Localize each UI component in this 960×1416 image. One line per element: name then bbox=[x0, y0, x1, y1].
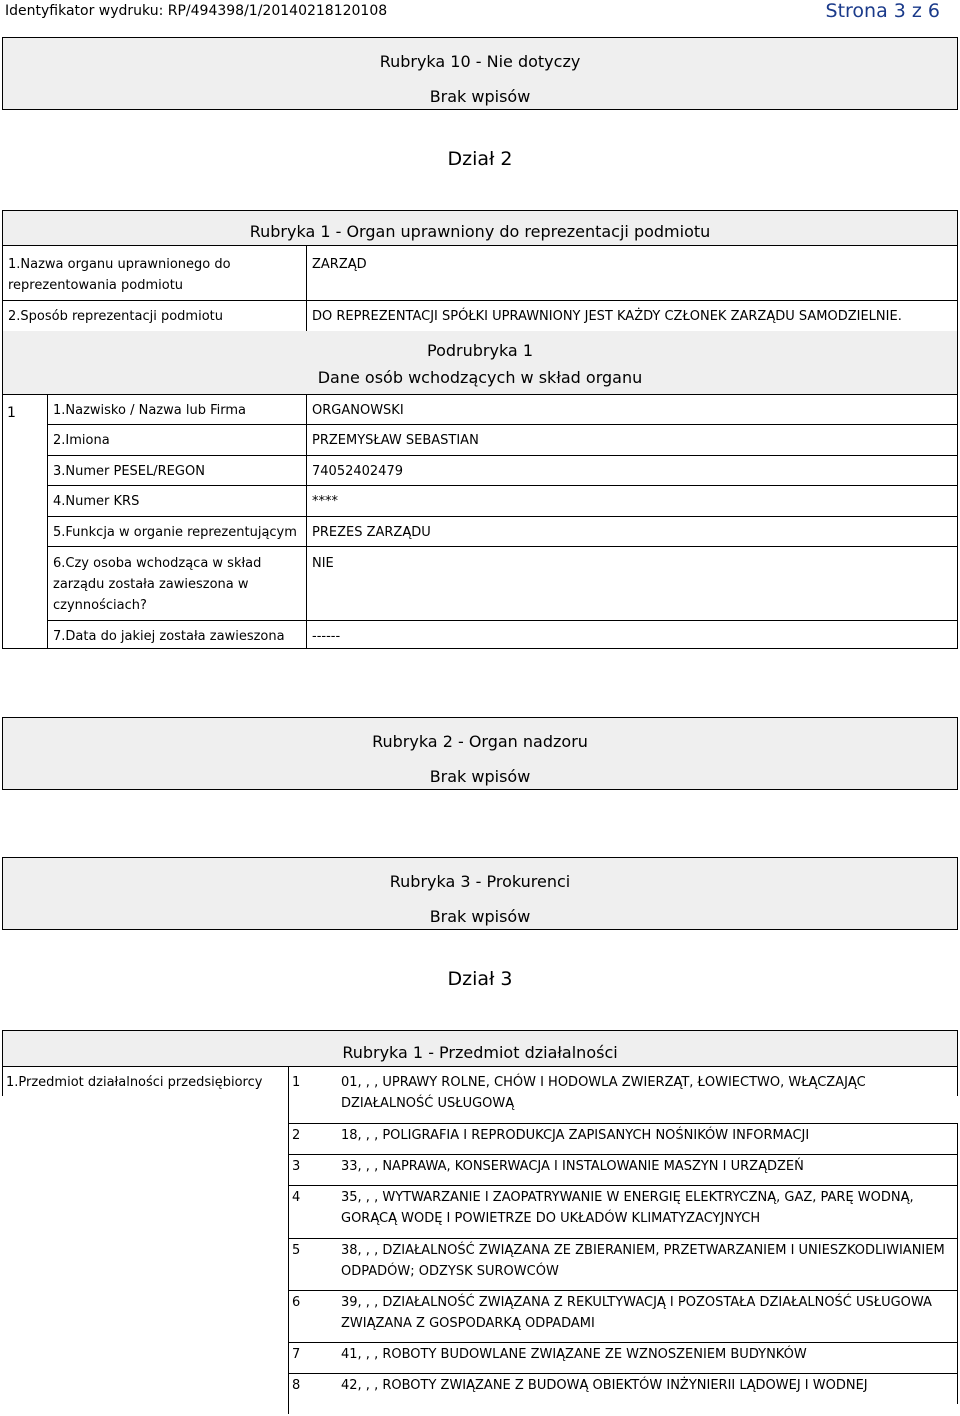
representation-label: 2.Sposób reprezentacji podmiotu bbox=[8, 309, 223, 324]
firstnames-label: 2.Imiona bbox=[53, 433, 110, 448]
rubryka3-entry: Brak wpisów bbox=[429, 907, 531, 926]
activity-no: 5 bbox=[292, 1243, 301, 1258]
przedmiot-title: Rubryka 1 - Przedmiot działalności bbox=[342, 1043, 618, 1062]
organ-name-label: 1.Nazwa organu uprawnionego do reprezentowania podmiotu bbox=[8, 257, 231, 293]
pesel-label: 3.Numer PESEL/REGON bbox=[53, 464, 205, 479]
dzial2-title: Dział 2 bbox=[447, 148, 513, 170]
activity-no: 7 bbox=[292, 1347, 301, 1362]
page-number: Strona 3 z 6 bbox=[825, 0, 940, 22]
organ-name-value: ZARZĄD bbox=[312, 257, 367, 272]
podrubryka-title: Podrubryka 1 bbox=[427, 341, 533, 360]
print-identifier: Identyfikator wydruku: RP/494398/1/20140218120108 bbox=[5, 3, 388, 19]
activity-text: 01, , , UPRAWY ROLNE, CHÓW I HODOWLA ZWIERZĄT, ŁOWIECTWO, WŁĄCZAJĄC DZIAŁALNOŚĆ USŁUGOWĄ bbox=[341, 1075, 866, 1111]
firstnames-value: PRZEMYSŁAW SEBASTIAN bbox=[312, 433, 479, 448]
pesel-value: 74052402479 bbox=[312, 464, 403, 479]
activity-text: 42, , , ROBOTY ZWIĄZANE Z BUDOWĄ OBIEKTÓW INŻYNIERII LĄDOWEJ I WODNEJ bbox=[341, 1378, 868, 1393]
rubryka10-title: Rubryka 10 - Nie dotyczy bbox=[379, 52, 581, 71]
krs-label: 4.Numer KRS bbox=[53, 494, 140, 509]
activity-text: 38, , , DZIAŁALNOŚĆ ZWIĄZANA ZE ZBIERANIEM, PRZETWARZANIEM I UNIESZKODLIWIANIEM ODPADÓW; ODZYSK SUROWCÓW bbox=[341, 1243, 945, 1279]
activity-no: 3 bbox=[292, 1159, 301, 1174]
suspended-value: NIE bbox=[312, 556, 334, 571]
suspended-label: 6.Czy osoba wchodząca w skład zarządu została zawieszona w czynnościach? bbox=[53, 556, 262, 613]
rubryka2-entry: Brak wpisów bbox=[429, 767, 531, 786]
activity-text: 41, , , ROBOTY BUDOWLANE ZWIĄZANE ZE WZNOSZENIEM BUDYNKÓW bbox=[341, 1347, 807, 1362]
suspended-date-value: ------ bbox=[312, 629, 341, 644]
podrubryka-subtitle: Dane osób wchodzących w skład organu bbox=[317, 368, 643, 387]
rubryka10-box bbox=[2, 37, 958, 110]
rubryka2-title: Rubryka 2 - Organ nadzoru bbox=[372, 732, 588, 751]
activity-text: 39, , , DZIAŁALNOŚĆ ZWIĄZANA Z REKULTYWACJĄ I POZOSTAŁA DZIAŁALNOŚĆ USŁUGOWA ZWIĄZANA Z GOSPODARKĄ ODPADAMI bbox=[341, 1295, 932, 1331]
surname-value: ORGANOWSKI bbox=[312, 403, 404, 418]
przedmiot-label: 1.Przedmiot działalności przedsiębiorcy bbox=[6, 1075, 263, 1090]
surname-label: 1.Nazwisko / Nazwa lub Firma bbox=[53, 403, 246, 418]
activity-no: 8 bbox=[292, 1378, 301, 1393]
rubryka10-entry: Brak wpisów bbox=[429, 87, 531, 106]
activity-text: 35, , , WYTWARZANIE I ZAOPATRYWANIE W ENERGIĘ ELEKTRYCZNĄ, GAZ, PARĘ WODNĄ, GORĄCĄ WODĘ I POWIETRZE DO UKŁADÓW KLIMATYZACYJNYCH bbox=[341, 1190, 914, 1226]
przedmiot-header bbox=[2, 1030, 958, 1067]
rubryka3-box bbox=[2, 857, 958, 930]
podrubryka-header bbox=[2, 331, 958, 395]
activity-no: 2 bbox=[292, 1128, 301, 1143]
activity-no: 6 bbox=[292, 1295, 301, 1310]
activity-text: 33, , , NAPRAWA, KONSERWACJA I INSTALOWANIE MASZYN I URZĄDZEŃ bbox=[341, 1159, 804, 1174]
function-label: 5.Funkcja w organie reprezentującym bbox=[53, 525, 297, 540]
activity-text: 18, , , POLIGRAFIA I REPRODUKCJA ZAPISANYCH NOŚNIKÓW INFORMACJI bbox=[341, 1128, 810, 1143]
function-value: PREZES ZARZĄDU bbox=[312, 525, 431, 540]
representation-value: DO REPREZENTACJI SPÓŁKI UPRAWNIONY JEST KAŻDY CZŁONEK ZARZĄDU SAMODZIELNIE. bbox=[312, 309, 902, 324]
krs-value: **** bbox=[312, 494, 338, 509]
rubryka1-header bbox=[2, 210, 958, 246]
dzial3-title: Dział 3 bbox=[447, 968, 513, 990]
rubryka2-box bbox=[2, 717, 958, 790]
person-index: 1 bbox=[7, 405, 16, 421]
activity-no: 4 bbox=[292, 1190, 301, 1205]
rubryka3-title: Rubryka 3 - Prokurenci bbox=[389, 872, 571, 891]
suspended-date-label: 7.Data do jakiej została zawieszona bbox=[53, 629, 285, 644]
activity-no: 1 bbox=[292, 1075, 301, 1090]
rubryka1-title: Rubryka 1 - Organ uprawniony do reprezentacji podmiotu bbox=[249, 222, 711, 241]
